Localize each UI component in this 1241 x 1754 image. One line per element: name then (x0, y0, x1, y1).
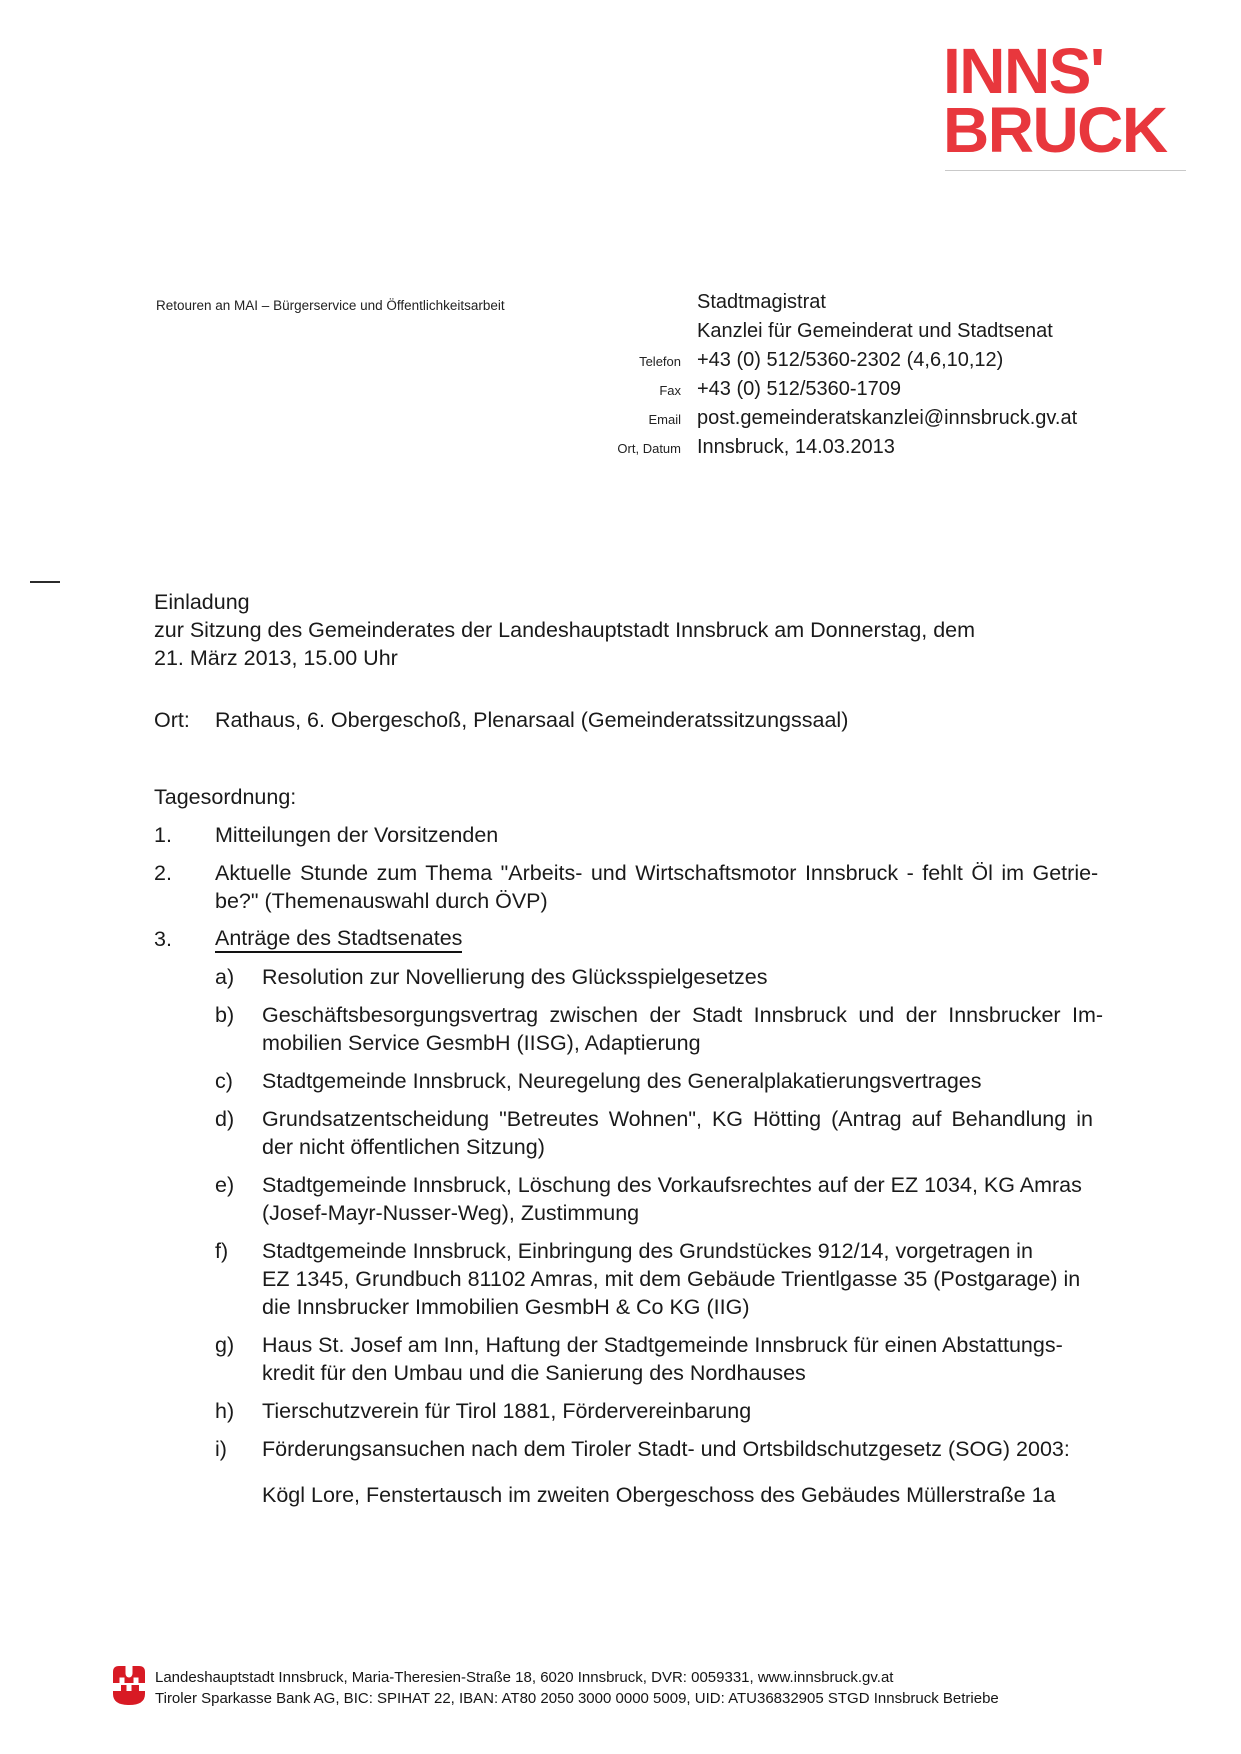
subitem-letter: d) (215, 1107, 235, 1131)
agenda-number: 1. (154, 823, 172, 847)
agenda-subitem-d (215, 1105, 1093, 1161)
location-row (154, 706, 1022, 734)
logo-line-1: INNS' (943, 35, 1104, 107)
agenda-number: 3. (154, 927, 172, 951)
subitem-text (262, 1331, 1063, 1387)
place-date-label: Ort, Datum (617, 441, 681, 456)
subitem-line: der nicht öffentlichen Sitzung) (262, 1135, 545, 1159)
contact-row (540, 436, 1140, 465)
subitem-letter: g) (215, 1333, 235, 1357)
agenda-text-underlined: Anträge des Stadtsenates (215, 925, 462, 953)
subitem-line: Haus St. Josef am Inn, Haftung der Stadtgemeinde Innsbruck für einen Abstattungs- (262, 1333, 1063, 1357)
agenda-subitem-c (215, 1067, 1022, 1095)
agenda-subitem-i (215, 1435, 1070, 1463)
subitem-text (262, 1237, 1080, 1321)
subitem-line: Stadtgemeinde Innsbruck, Neuregelung des Generalplakatierungsvertrages (262, 1069, 982, 1093)
subitem-line: mobilien Service GesmbH (IISG), Adaptierung (262, 1031, 701, 1055)
agenda-text-line: be?" (Themenauswahl durch ÖVP) (215, 889, 548, 913)
fax-label: Fax (659, 383, 681, 398)
agenda-subitem-f (215, 1237, 1081, 1321)
subitem-text (262, 1105, 1093, 1161)
footer-address-line: Landeshauptstadt Innsbruck, Maria-Theresien-Straße 18, 6020 Innsbruck, DVR: 0059331, www.innsbruck.gv.at (155, 1669, 894, 1686)
logo-underline-rule (945, 170, 1186, 171)
agenda-text: Mitteilungen der Vorsitzenden (215, 823, 499, 847)
agenda-item-1 (154, 821, 1022, 849)
subitem-line: (Josef-Mayr-Nusser-Weg), Zustimmung (262, 1201, 640, 1225)
subitem-line: kredit für den Umbau und die Sanierung des Nordhauses (262, 1361, 806, 1385)
innsbruck-coat-of-arms-icon (113, 1666, 145, 1705)
letter-body (154, 588, 1104, 1509)
agenda-item-3 (154, 925, 1022, 953)
location-value: Rathaus, 6. Obergeschoß, Plenarsaal (Gemeinderatssitzungssaal) (215, 708, 849, 732)
subitem-letter: b) (215, 1003, 235, 1027)
agenda-heading: Tagesordnung: (154, 785, 297, 809)
subitem-text (262, 1001, 1103, 1057)
contact-block (540, 291, 1140, 465)
agenda-subitem-e (215, 1171, 1082, 1227)
fax-value: +43 (0) 512/5360-1709 (697, 378, 902, 400)
logo-line-2: BRUCK (943, 94, 1167, 166)
kogl-paragraph: Kögl Lore, Fenstertausch im zweiten Obergeschoss des Gebäudes Müllerstraße 1a (262, 1483, 1056, 1507)
subitem-text (262, 1171, 1082, 1227)
agenda-subitem-g (215, 1331, 1063, 1387)
contact-office: Stadtmagistrat (697, 291, 826, 313)
subitem-line: Resolution zur Novellierung des Glücksspielgesetzes (262, 965, 768, 989)
subitem-line: EZ 1345, Grundbuch 81102 Amras, mit dem Gebäude Trientlgasse 35 (Postgarage) in (262, 1267, 1081, 1291)
agenda-subitem-b (215, 1001, 1104, 1057)
location-label: Ort: (154, 708, 190, 732)
agenda-item-2 (154, 859, 1099, 915)
agenda-text (215, 859, 1098, 915)
subitem-letter: h) (215, 1399, 235, 1423)
subitem-line: Grundsatzentscheidung "Betreutes Wohnen", KG Hötting (Antrag auf Behandlung in (262, 1107, 1093, 1131)
phone-value: +43 (0) 512/5360-2302 (4,6,10,12) (697, 349, 1004, 371)
contact-department: Kanzlei für Gemeinderat und Stadtsenat (697, 320, 1053, 342)
letter-title: Einladung (154, 590, 250, 614)
contact-row (540, 320, 1140, 349)
subitem-line: Geschäftsbesorgungsvertrag zwischen der Stadt Innsbruck und der Innsbrucker Im- (262, 1003, 1104, 1027)
fold-mark (30, 581, 60, 583)
subitem-letter: f) (215, 1239, 229, 1263)
subitem-letter: c) (215, 1069, 233, 1093)
innsbruck-logo (943, 35, 1167, 166)
subitem-letter: a) (215, 965, 235, 989)
subitem-line: die Innsbrucker Immobilien GesmbH & Co KG (IIG) (262, 1295, 750, 1319)
subitem-letter: e) (215, 1173, 235, 1197)
contact-row (540, 349, 1140, 378)
subitem-line: Tierschutzverein für Tirol 1881, Fördervereinbarung (262, 1399, 752, 1423)
intro-line: 21. März 2013, 15.00 Uhr (154, 646, 398, 670)
email-value: post.gemeinderatskanzlei@innsbruck.gv.at (697, 407, 1078, 429)
subitem-line: Stadtgemeinde Innsbruck, Löschung des Vorkaufsrechtes auf der EZ 1034, KG Amras (262, 1173, 1082, 1197)
place-date-value: Innsbruck, 14.03.2013 (697, 436, 895, 458)
footer (155, 1668, 999, 1709)
agenda-subitem-a (215, 963, 1022, 991)
email-label: Email (648, 412, 681, 427)
subitem-line: Stadtgemeinde Innsbruck, Einbringung des Grundstückes 912/14, vorgetragen in (262, 1239, 1033, 1263)
footer-bank-line: Tiroler Sparkasse Bank AG, BIC: SPIHAT 22, IBAN: AT80 2050 3000 0000 5009, UID: ATU36832905 STGD Innsbruck Betriebe (155, 1689, 999, 1707)
phone-label: Telefon (639, 354, 681, 369)
subitem-letter: i) (215, 1437, 227, 1461)
contact-row (540, 291, 1140, 320)
intro-line: zur Sitzung des Gemeinderates der Landeshauptstadt Innsbruck am Donnerstag, dem (154, 618, 976, 642)
contact-row (540, 378, 1140, 407)
agenda-text-line: Aktuelle Stunde zum Thema "Arbeits- und Wirtschaftsmotor Innsbruck - fehlt Öl im Getrie- (215, 861, 1099, 885)
agenda-subitem-h (215, 1397, 1022, 1425)
return-note: Retouren an MAI – Bürgerservice und Öffentlichkeitsarbeit (156, 298, 505, 313)
contact-row (540, 407, 1140, 436)
agenda-number: 2. (154, 861, 172, 885)
subitem-line: Förderungsansuchen nach dem Tiroler Stadt- und Ortsbildschutzgesetz (SOG) 2003: (262, 1437, 1070, 1461)
